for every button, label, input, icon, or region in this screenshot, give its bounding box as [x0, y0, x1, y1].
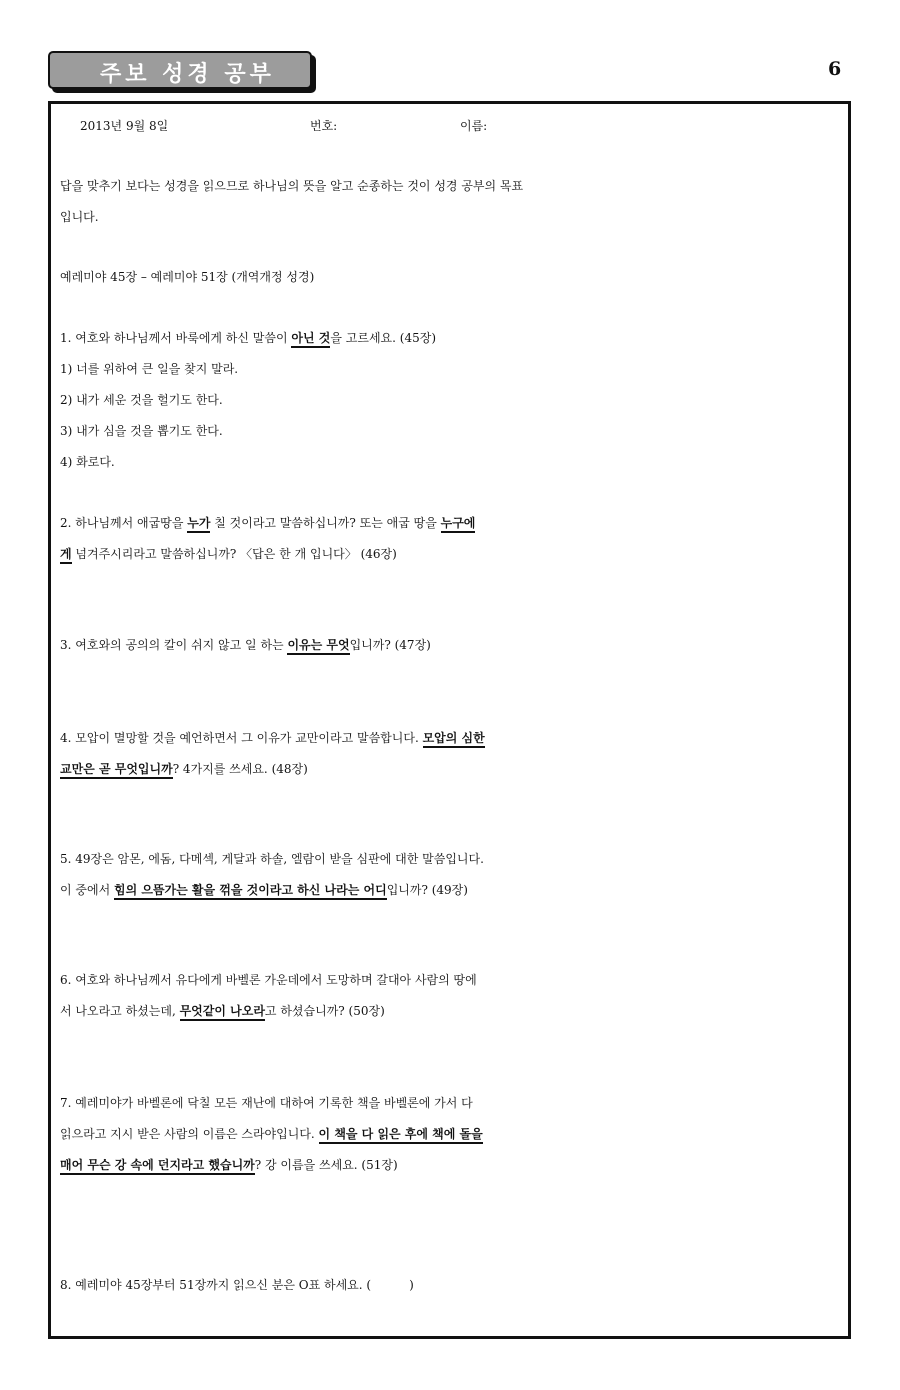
question-text: 서 나오라고 하셨는데,	[60, 1004, 180, 1018]
intro-line-1: 답을 맞추기 보다는 성경을 읽으므로 하나님의 뜻을 알고 순종하는 것이 성경 공부의 목표	[60, 179, 524, 193]
emphasis-text: 누구에	[441, 516, 476, 533]
emphasis-text: 무엇같이 나오라	[180, 1004, 265, 1021]
emphasis-text: 교만은 곧 무엇입니까	[60, 762, 173, 779]
question-text: 을 고르세요. (45장)	[330, 331, 437, 345]
worksheet-frame	[48, 101, 851, 1339]
question-text: 읽으라고 지시 받은 사람의 이름은 스라야입니다.	[60, 1127, 319, 1141]
question-6-line-2	[60, 1002, 845, 1019]
question-text: ? 4가지를 쓰세요. (48장)	[172, 762, 308, 776]
emphasis-text: 모압의 심한	[423, 731, 485, 748]
question-7: 7. 예레미야가 바벨론에 닥칠 모든 재난에 대하여 기록한 책을 바벨론에 가서 다	[60, 1096, 473, 1110]
page-number: 6	[828, 58, 842, 80]
option-1: 1) 너를 위하여 큰 일을 찾지 말라.	[60, 362, 239, 376]
option-4: 4) 화로다.	[60, 455, 115, 469]
question-text: )	[409, 1278, 414, 1292]
emphasis-text: 아닌 것	[291, 331, 330, 348]
question-4-line-2	[60, 760, 845, 777]
date-label: 2013년 9월 8일	[80, 119, 169, 133]
option-3: 3) 내가 심을 것을 뽑기도 한다.	[60, 424, 223, 438]
question-8	[60, 1276, 845, 1293]
question-text: 3. 여호와의 공의의 칼이 쉬지 않고 일 하는	[60, 638, 288, 652]
question-text: 2. 하나님께서 애굽땅을	[60, 516, 188, 530]
header-title: 주보 성경 공부	[100, 62, 275, 87]
question-text: ? 강 이름을 쓰세요. (51장)	[254, 1158, 398, 1172]
question-7-line-2	[60, 1125, 845, 1142]
question-1	[60, 329, 845, 346]
question-text: 고 하셨습니까? (50장)	[264, 1004, 385, 1018]
question-text: 4. 모압이 멸망할 것을 예언하면서 그 이유가 교만이라고 말씀합니다.	[60, 731, 423, 745]
intro-line-2: 입니다.	[60, 210, 99, 224]
meta-line	[60, 117, 845, 143]
option-2: 2) 내가 세운 것을 헐기도 한다.	[60, 393, 223, 407]
question-text: 칠 것이라고 말씀하십니까? 또는 애굽 땅을	[210, 516, 441, 530]
question-text: 넘겨주시리라고 말씀하십니까? 〈답은 한 개 입니다〉 (46장)	[71, 547, 397, 561]
question-text: 8. 예레미야 45장부터 51장까지 읽으신 분은 O표 하세요. (	[60, 1278, 372, 1292]
number-label: 번호:	[310, 119, 338, 133]
question-6: 6. 여호와 하나님께서 유다에게 바벨론 가운데에서 도망하며 갈대아 사람의 땅에	[60, 973, 477, 987]
emphasis-text: 이유는 무엇	[287, 638, 349, 655]
question-2	[60, 514, 845, 531]
header-title-tab	[48, 51, 312, 89]
emphasis-text: 게	[60, 547, 72, 564]
question-text: 입니까? (49장)	[386, 883, 468, 897]
question-text: 1. 여호와 하나님께서 바룩에게 하신 말씀이	[60, 331, 292, 345]
emphasis-text: 힘의 으뜸가는 활을 꺾을 것이라고 하신 나라는 어디	[114, 883, 387, 900]
emphasis-text: 누가	[187, 516, 210, 533]
question-text: 입니까? (47장)	[349, 638, 431, 652]
name-label: 이름:	[460, 119, 488, 133]
question-7-line-3	[60, 1156, 845, 1173]
question-text: 이 중에서	[60, 883, 114, 897]
question-5: 5. 49장은 암몬, 에돔, 다메섹, 게달과 하솔, 엘람이 받을 심판에 대한 말씀입니다.	[60, 852, 484, 866]
emphasis-text: 이 책을 다 읽은 후에 책에 돌을	[319, 1127, 483, 1144]
question-3	[60, 636, 845, 653]
question-5-line-2	[60, 881, 845, 898]
reading-range: 예레미야 45장 – 예레미야 51장 (개역개정 성경)	[60, 270, 315, 284]
emphasis-text: 매어 무슨 강 속에 던지라고 했습니까	[60, 1158, 255, 1175]
question-2-line-2	[60, 545, 845, 562]
question-4	[60, 729, 845, 746]
